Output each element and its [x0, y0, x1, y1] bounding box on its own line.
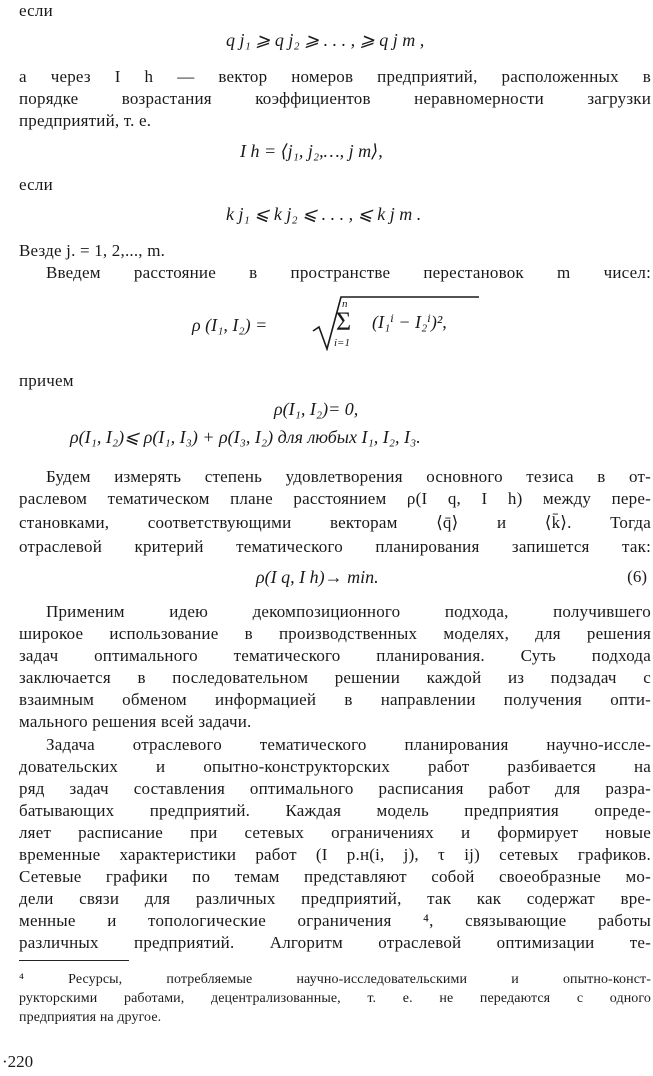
- text-line: порядке возрастания коэффициентов неравномерности загрузки: [19, 89, 651, 108]
- formula-triangle-inequality: ρ(I₁, I₂)⩽ ρ(I₁, I₃) + ρ(I₃, I₂) для любых I₁, I₂, I₃.: [70, 427, 421, 447]
- formula-q-order: q j₁ ⩾ q j₂ ⩾ . . . , ⩾ q j m ,: [226, 30, 425, 50]
- text-line: дели связи для различных предприятий, так как содержат вре-: [19, 889, 651, 908]
- text-line: причем: [19, 371, 74, 390]
- footnote-line: рукторскими работами, децентрализованные, т. е. не передаются с одного: [19, 991, 651, 1006]
- formula-criterion: ρ(I q, I h)→ min.: [256, 567, 379, 587]
- text-line: взаимным обменом информацией в направлении получения опти-: [19, 690, 651, 709]
- text-line: батывающих предприятий. Каждая модель предприятия опреде-: [19, 801, 651, 820]
- text-line: если: [19, 175, 53, 194]
- text-line: предприятий, т. е.: [19, 111, 152, 130]
- footnote-line: предприятия на другое.: [19, 1010, 162, 1025]
- text-line: Везде j. = 1, 2,..., m.: [19, 241, 166, 260]
- sqrt-content: [330, 298, 482, 358]
- text-line: Сетевые графики по темам представляют собой своеобразные мо-: [19, 867, 651, 886]
- formula-ih-vector: I h = ⟨j₁, j₂,…, j m⟩,: [240, 141, 383, 161]
- text-line: а через I h — вектор номеров предприятий, расположенных в: [19, 67, 651, 86]
- formula-zero-distance: ρ(I₁, I₂)= 0,: [274, 399, 359, 419]
- page-number: ·220: [2, 1052, 34, 1071]
- text-line: мального решения всей задачи.: [19, 712, 252, 731]
- text-line: раслевом тематическом плане расстоянием ρ(I q, I h) между пере-: [19, 489, 651, 508]
- text-line: Применим идею декомпозиционного подхода, получившего: [46, 602, 651, 621]
- formula-k-order: k j₁ ⩽ k j₂ ⩽ . . . , ⩽ k j m .: [226, 204, 422, 224]
- text-line: широкое использование в производственных моделях, для решения: [19, 624, 651, 643]
- text-line: Задача отраслевого тематического планирования научно-иссле-: [46, 735, 651, 754]
- footnote-line: ⁴ Ресурсы, потребляемые научно-исследовательскими и опытно-конст-: [19, 972, 651, 987]
- text-line: менные и топологические ограничения ⁴, связывающие работы: [19, 911, 651, 930]
- text-line: если: [19, 1, 53, 20]
- text-line: ряд задач составления оптимального расписания работ для разра-: [19, 779, 651, 798]
- sum-symbol: Σ: [336, 307, 352, 336]
- text-line: становками, соответствующими векторам ⟨q̄⟩ и ⟨k̄⟩. Тогда: [19, 513, 651, 532]
- text-line: различных предприятий. Алгоритм отраслевой оптимизации те-: [19, 933, 651, 952]
- text-line: ляет расписание при сетевых ограничениях и формирует новые: [19, 823, 651, 842]
- equation-number: (6): [627, 567, 647, 586]
- sum-upper-limit: n: [342, 298, 348, 310]
- text-line: заключается в последовательном решении каждой из подзадач с: [19, 668, 651, 687]
- sum-body: (I₁ⁱ − I₂ⁱ)²,: [372, 312, 447, 332]
- text-line: Введем расстояние в пространстве перестановок m чисел:: [46, 263, 651, 282]
- sum-lower-limit: i=1: [334, 337, 350, 349]
- text-line: довательских и опытно-конструкторских работ разбивается на: [19, 757, 651, 776]
- text-line: временные характеристики работ (I р.н(i, j), τ ij) сетевых графиков.: [19, 845, 651, 864]
- text-line: отраслевой критерий тематического планирования запишется так:: [19, 537, 651, 556]
- formula-distance-lhs: ρ (I₁, I₂) =: [192, 315, 268, 335]
- text-line: задач оптимального тематического планирования. Суть подхода: [19, 646, 651, 665]
- text-line: Будем измерять степень удовлетворения основного тезиса в от-: [46, 467, 651, 486]
- footnote-rule: [19, 960, 129, 961]
